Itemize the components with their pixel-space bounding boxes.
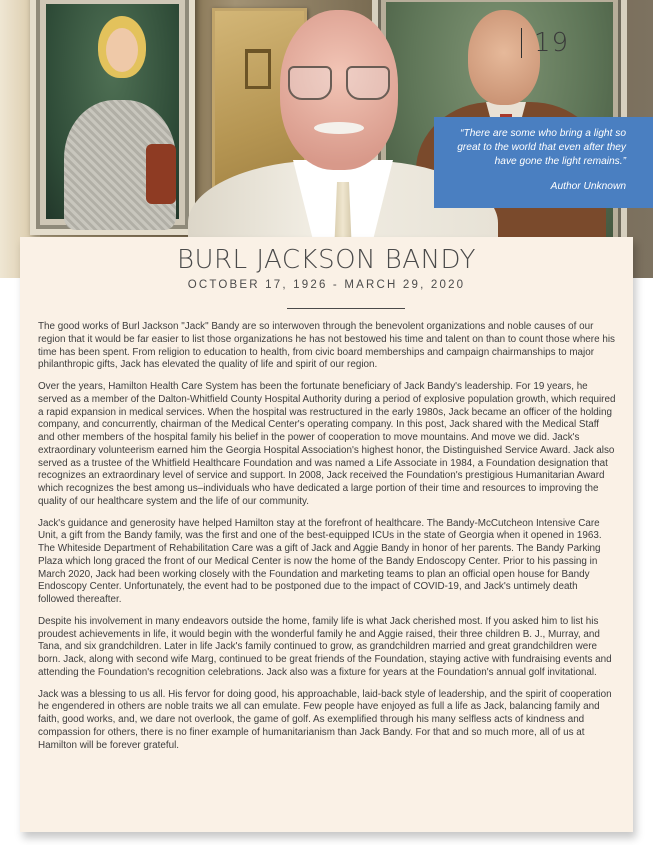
quote-box: [434, 117, 653, 208]
article-card: [20, 237, 633, 832]
quote-text: “There are some who bring a light so great to the world that even after they have gone the light remains.”: [457, 128, 626, 167]
page-number-block: [521, 27, 569, 59]
article-paragraph: The good works of Burl Jackson "Jack" Bandy are so interwoven through the benevolent organizations and noble causes of our region that it would be far easier to list those organizations he has not bestowed his time and talent on than to count those where his time has been spent. From religion to education to health, from civic board memberships and campaign chairmanships to major philanthropic gifts, Jack has elevated the quality of life and spirit of our region.: [38, 321, 615, 371]
quote-author: Author Unknown: [550, 181, 626, 192]
article-body: [38, 321, 616, 761]
article-paragraph: Jack's guidance and generosity have helped Hamilton stay at the forefront of healthcare. The Bandy-McCutcheon Intensive Care Unit, a gift from the Bandy family, was the first and one of the best-equipped ICUs in the state of Georgia when it opened in 1963. The Whiteside Department of Rehabilitation Care was a gift of Jack and Aggie Bandy in honor of her parents. The Bandy Parking Plaza which long graced the front of our Medical Center is now the home of the Bandy Endoscopy Center. Prior to his passing in March 2020, Jack had been working closely with the Foundation and marketing teams to plan an official open house for Bandy Endoscopy Center. Unfortunately, the event had to be postponed due to the impact of COVID-19, and Jack's untimely death followed thereafter.: [38, 517, 602, 605]
article-paragraph: Jack was a blessing to us all. His fervor for doing good, his approachable, laid-back style of leadership, and the spirit of cooperation he engendered in others are noble traits we all can emulate. Few people have enjoyed as full a life as Jack, balancing family and faith, good works, and, we dare not overlook, the game of golf. As exemplified through his many selfless acts of kindness and compassion for others, there is no finer example of humanitarianism than Jack Bandy. For that and so much more, all of us at Hamilton will be forever grateful.: [38, 688, 612, 751]
portrait-painting-woman: [30, 0, 195, 235]
article-paragraph: Despite his involvement in many endeavors outside the home, family life is what Jack cherished most. If you asked him to list his proudest achievements in life, it would begin with the wonderful family he and Aggie raised, their three children B. J., Murray, and Tana, and six grandchildren. Later in life Jack's family continued to grow, as grandchildren married and great grandchildren were born. Jack, along with second wife Marg, continued to be great friends of the Foundation, staying active with fundraising events and attending the Foundation's recognition celebrations. Jack also was a fixture for years at the Foundation's annual golf invitational.: [38, 615, 612, 678]
page-number-divider: [521, 28, 522, 58]
glasses: [288, 66, 390, 102]
article-dates: OCTOBER 17, 1926 - MARCH 29, 2020: [187, 279, 466, 291]
article-paragraph: Over the years, Hamilton Health Care System has been the fortunate beneficiary of Jack Bandy's leadership. For 19 years, he served as a member of the Dalton-Whitfield County Hospital Authority during a period of explosive population growth, which required a rapid expansion in medical services. When the hospital was restructured in the early 1980s, Jack became an officer of the holding company, and concurrently, chairman of the Medical Center's operating company. In this post, Jack shared with the Medical Staff and other members of the hospital family his belief in the power of cooperation to move mountains. And move we did. Jack's extraordinary volunteerism earned him the Georgia Hospital Association's highest honor, the Distinguished Service Award. Jack also served as a trustee of the Whitfield Healthcare Foundation and was named a Life Associate in 1984, a Foundation designation that recognizes an extraordinary level of service and support. In 2008, Jack received the Foundation's prestigious Humanitarian Award which recognizes the best among us–individuals who have dedicated a large portion of their time and resources to improving the quality of our healthcare system and the life of our community.: [38, 381, 616, 507]
title-divider: [287, 308, 405, 309]
article-title: BURL JACKSON BANDY: [176, 245, 477, 275]
page-number: 19: [534, 28, 570, 58]
